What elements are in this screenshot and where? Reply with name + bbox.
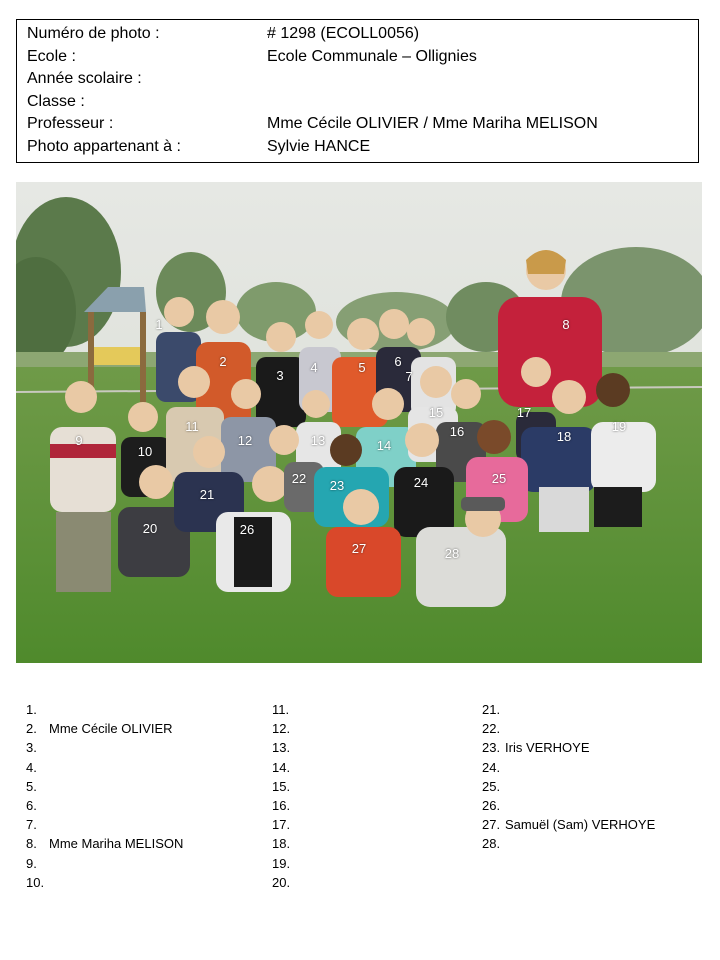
- class-photo-illustration: [16, 182, 702, 663]
- info-row-teacher: [27, 113, 698, 136]
- photo-number-label: 5: [358, 360, 366, 375]
- photo-number-label: 23: [329, 478, 345, 493]
- legend-item: [26, 834, 183, 853]
- photo-number-label: 4: [310, 360, 318, 375]
- legend-name: Mme Mariha MELISON: [49, 836, 184, 852]
- info-label: Ecole :: [27, 47, 76, 65]
- legend-item: [26, 758, 183, 777]
- info-value: Ecole Communale – Ollignies: [267, 47, 477, 65]
- legend-item: [482, 815, 655, 834]
- legend-number: 23.: [482, 740, 501, 756]
- class-photo: [16, 182, 702, 663]
- info-label: Année scolaire :: [27, 70, 142, 87]
- legend-column-1: [26, 700, 183, 892]
- info-row-photo-number: [27, 23, 698, 46]
- legend-number: 1.: [26, 702, 37, 717]
- legend-number: 22.: [482, 721, 501, 737]
- photo-number-label: 9: [75, 433, 83, 448]
- legend-number: 17.: [272, 817, 291, 833]
- legend-number: 28.: [482, 836, 501, 852]
- photo-number-label: 21: [199, 487, 215, 502]
- legend-number: 6.: [26, 797, 37, 813]
- photo-number-label: 13: [310, 433, 326, 448]
- photo-number-label: 7: [405, 369, 413, 384]
- legend-item: [26, 738, 183, 757]
- legend-item: [26, 719, 183, 738]
- photo-number-label: 15: [428, 405, 444, 420]
- legend-item: [26, 854, 183, 873]
- legend-number: 8.: [26, 836, 37, 852]
- legend-item: [272, 854, 295, 873]
- legend-number: 7.: [26, 817, 37, 833]
- photo-number-label: 24: [413, 475, 429, 490]
- legend-item: [26, 700, 183, 719]
- legend-item: [482, 758, 655, 777]
- legend-number: 5.: [26, 778, 37, 794]
- legend-number: 2.: [26, 721, 37, 737]
- legend-number: 14.: [272, 759, 291, 775]
- legend-item: [272, 738, 295, 757]
- info-value: Mme Cécile OLIVIER / Mme Mariha MELISON: [267, 115, 598, 132]
- legend-name: Samuël (Sam) VERHOYE: [505, 817, 656, 833]
- legend-number: 21.: [482, 702, 501, 717]
- legend-number: 15.: [272, 778, 291, 794]
- legend-item: [272, 873, 295, 892]
- legend-number: 10.: [26, 874, 45, 890]
- info-row-class: [27, 91, 698, 114]
- photo-number-label: 10: [137, 444, 153, 459]
- photo-number-label: 17: [516, 405, 532, 420]
- legend-item: [482, 834, 655, 853]
- legend-item: [482, 796, 655, 815]
- legend-item: [26, 796, 183, 815]
- legend-number: 26.: [482, 797, 501, 813]
- photo-number-label: 14: [376, 438, 392, 453]
- legend-item: [272, 796, 295, 815]
- photo-number-label: 8: [562, 317, 570, 332]
- photo-number-label: 1: [155, 317, 163, 332]
- legend-item: [26, 777, 183, 796]
- legend-name: Mme Cécile OLIVIER: [49, 721, 173, 737]
- legend-number: 25.: [482, 778, 501, 794]
- legend-item: [482, 738, 655, 757]
- legend-item: [482, 719, 655, 738]
- legend-number: 13.: [272, 740, 291, 756]
- legend-item: [272, 758, 295, 777]
- photo-info-box: [16, 19, 699, 163]
- info-row-owner: [27, 136, 698, 159]
- legend-item: [482, 777, 655, 796]
- legend-number: 24.: [482, 759, 501, 775]
- legend-number: 4.: [26, 759, 37, 775]
- legend-item: [482, 700, 655, 719]
- legend-number: 20.: [272, 874, 291, 890]
- legend-name: Iris VERHOYE: [505, 740, 590, 756]
- legend-item: [26, 815, 183, 834]
- info-label: Photo appartenant à :: [27, 137, 181, 155]
- legend-column-2: [272, 700, 295, 892]
- photo-number-label: 16: [449, 424, 465, 439]
- photo-number-label: 11: [185, 419, 199, 434]
- legend-number: 9.: [26, 855, 37, 871]
- legend-item: [26, 873, 183, 892]
- info-label: Numéro de photo :: [27, 25, 160, 42]
- photo-number-label: 2: [219, 354, 227, 369]
- legend-number: 16.: [272, 797, 291, 813]
- legend-item: [272, 777, 295, 796]
- photo-number-label: 27: [351, 541, 367, 556]
- photo-number-label: 6: [394, 354, 402, 369]
- legend-column-3: [482, 700, 655, 854]
- photo-number-label: 3: [276, 368, 284, 383]
- info-value: Sylvie HANCE: [267, 137, 371, 155]
- legend-number: 11.: [272, 702, 290, 717]
- legend-number: 27.: [482, 817, 501, 833]
- info-label: Professeur :: [27, 115, 114, 132]
- legend-number: 12.: [272, 721, 291, 737]
- photo-number-label: 19: [611, 419, 627, 434]
- legend-number: 18.: [272, 836, 291, 852]
- photo-number-label: 12: [237, 433, 253, 448]
- legend-number: 3.: [26, 740, 37, 756]
- info-row-school: [27, 46, 698, 69]
- photo-number-label: 20: [142, 521, 158, 536]
- legend-item: [272, 834, 295, 853]
- legend-number: 19.: [272, 855, 291, 871]
- photo-number-label: 22: [291, 471, 307, 486]
- info-label: Classe :: [27, 92, 85, 110]
- photo-number-label: 25: [491, 471, 507, 486]
- info-row-school-year: [27, 68, 698, 91]
- photo-number-label: 18: [556, 429, 572, 444]
- photo-number-label: 28: [444, 546, 460, 561]
- legend-item: [272, 815, 295, 834]
- photo-number-label: 26: [239, 522, 255, 537]
- info-value: # 1298 (ECOLL0056): [267, 25, 420, 42]
- legend-item: [272, 719, 295, 738]
- legend-item: [272, 700, 295, 719]
